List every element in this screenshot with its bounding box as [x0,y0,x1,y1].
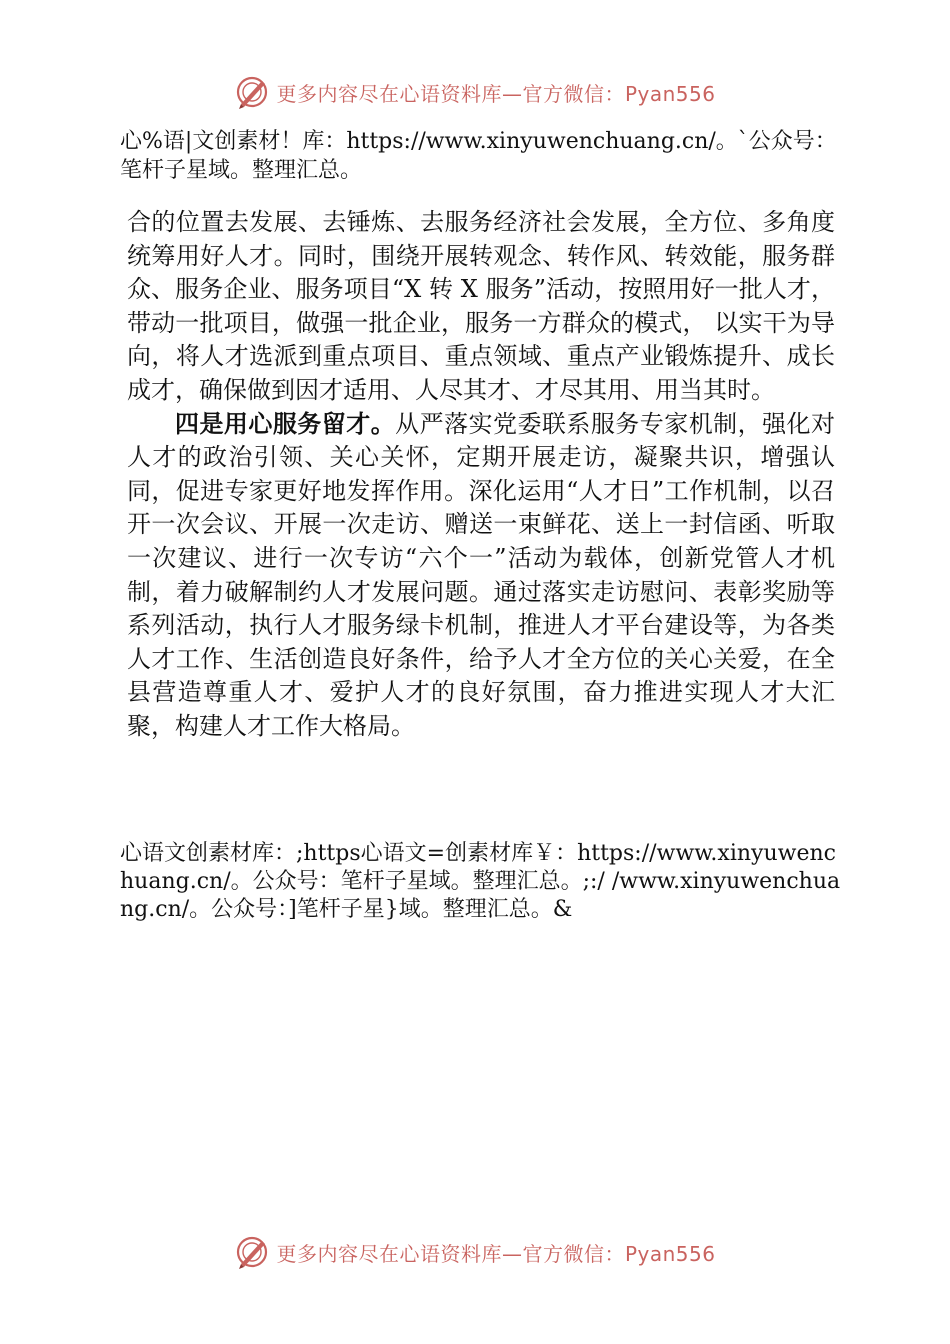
footer-note: 心语文创素材库：;https心语文=创素材库￥：https://www.xinyuwenchuang.cn/。公众号：笔杆子星域。整理汇总。;:/ /www.xinyuwenchuang.cn/。公众号：]笔杆子星}域。整理汇总。& [120,841,841,922]
watermark-top [0,72,950,112]
watermark-text: 更多内容尽在心语资料库—官方微信：Pyan556 [276,81,716,106]
watermark-bottom [0,1232,950,1272]
header-note: 心%语|文创素材！库：https://www.xinyuwenchuang.cn/。`公众号：笔杆子星域。整理汇总。 [120,129,837,183]
watermark-text: 更多内容尽在心语资料库—官方微信：Pyan556 [276,1241,716,1266]
pen-seal-icon [234,1234,270,1270]
paragraph-1: 合的位置去发展、去锤炼、去服务经济社会发展，全方位、多角度统筹用好人才。同时，围绕开展转观念、转作风、转效能，服务群众、服务企业、服务项目“X 转 X 服务”活动，按照用好一批人才，带动一批项目，做强一批企业，服务一方群众的模式， 以实干为导向，将人才选派到重点项目、重点领域、重点产业锻炼提升、成长成才，确保做到因才适用、人尽其才、才尽其用、用当其时。 [127,208,835,404]
paragraph-2-text: 从严落实党委联系服务专家机制，强化对人才的政治引领、关心关怀，定期开展走访，凝聚共识，增强认同，促进专家更好地发挥作用。深化运用“人才日”工作机制，以召开一次会议、开展一次走访、赠送一束鲜花、送上一封信函、听取一次建议、进行一次专访“六个一”活动为载体，创新党管人才机制，着力破解制约人才发展问题。通过落实走访慰问、表彰奖励等系列活动，执行人才服务绿卡机制，推进人才平台建设等，为各类人才工作、生活创造良好条件，给予人才全方位的关心关爱，在全县营造尊重人才、爱护人才的良好氛围，奋力推进实现人才大汇聚，构建人才工作大格局。 [127,409,836,740]
paragraph-2-heading: 四是用心服务留才。 [175,409,396,438]
paragraph-2 [127,408,835,744]
document-body [127,206,835,744]
pen-seal-icon [234,74,270,110]
